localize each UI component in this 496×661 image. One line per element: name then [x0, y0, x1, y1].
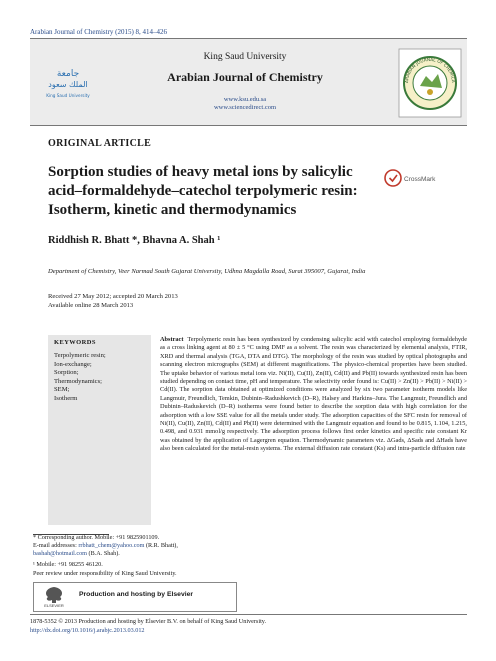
article-type: ORIGINAL ARTICLE — [48, 138, 152, 149]
abstract-label: Abstract — [160, 336, 184, 343]
peer-review-note: Peer review under responsibility of King Saud University. — [33, 570, 177, 577]
elsevier-caption: Production and hosting by Elsevier — [79, 591, 194, 598]
keyword-item: Ion-exchange; — [54, 360, 92, 368]
svg-text:ELSEVIER: ELSEVIER — [44, 603, 64, 608]
authors: Riddhish R. Bhatt *, Bhavna A. Shah ¹ — [48, 235, 221, 246]
keyword-item: Sorption; — [54, 369, 79, 377]
crossmark-icon[interactable] — [384, 168, 444, 188]
email1-owner: (R.R. Bhatt), — [145, 542, 178, 550]
running-header: Arabian Journal of Chemistry (2015) 8, 414–426 — [30, 28, 168, 36]
keyword-item: Terpolymeric resin; — [54, 352, 106, 359]
email-link-bhatt[interactable]: rrbhatt_chem@yahoo.com — [78, 542, 145, 550]
email-line — [33, 542, 273, 550]
ksu-logo — [40, 60, 96, 102]
email2-owner: (B.A. Shah). — [88, 550, 120, 558]
keyword-item: Isotherm — [54, 394, 78, 402]
corresponding-author-note — [33, 534, 273, 559]
svg-text:جامعة: جامعة — [56, 69, 80, 79]
svg-text:King Saud University: King Saud University — [46, 93, 90, 98]
keywords-heading: KEYWORDS — [54, 339, 96, 346]
svg-text:CrossMark: CrossMark — [404, 176, 436, 183]
online-date: Available online 28 March 2013 — [48, 301, 134, 309]
article-title: Sorption studies of heavy metal ions by salicylic acid–formaldehyde–catechol terpolymeric resin: Isotherm, kinetic and thermodynamics — [48, 164, 358, 218]
email-label: E-mail addresses: — [33, 542, 77, 550]
email-line-2 — [33, 550, 273, 558]
bottom-rule — [30, 614, 467, 615]
svg-text:الملك سعود: الملك سعود — [48, 80, 88, 89]
elsevier-tree-logo — [36, 584, 72, 608]
journal-title: Arabian Journal of Chemistry — [167, 70, 323, 84]
journal-institution: King Saud University — [203, 52, 287, 62]
abstract-text: Terpolymeric resin has been synthesized by condensing salicylic acid with catechol employing formaldehyde as a cross linking agent at 80 ± 5 °C using DMF as a solvent. The resin was characterized by elemental analysis, FTIR, XRD and thermal analysis (TGA, DTA and DTG). The morphology of the resin was studied by optical photographs and scanning electron micrographs (SEM) at different magnifications. The physico-chemical properties have been studied. The uptake behavior of various metal ions viz. Ni(II), Cu(II), Zn(II), Cd(II) and Pb(II) towards synthesized resin has been studied depending on contact time, pH and temperature. The selectivity order found is: Cu(II) > Zn(II) > Pb(II) > Ni(II) > Cd(II). The sorption data obtained at optimized conditions were analyzed by six two parameter isotherm models like Langmuir, Freundlich, Temkin, Dubinin–Radushkevich (D–R), Halsey and Harkins–Jura. The Langmuir, Freundlich and Dubinin–Raduskevich (D–R) isotherms were found better to describe the sorption data with high correlation for the adsorption with a low SSE value for all the metals under study. The adsorption capacities of the SFC resin for removal of Ni(II), Cu(II), Zn(II), Cd(II) and Pb(II) were determined with the Langmuir equation and found to be 0.815, 1.104, 1.215, 0.498, and 0.931 mmol/g respectively. The adsorption process follows first order kinetics and specific rate constant Kr was obtained by the application of Lagergren equation. Thermodynamic parameters viz. ΔGads, ΔSads and ΔHads have also been calculated for the metal-resin systems. The external diffusion rate constant (Ks) and intra-particle diffusion rate — [160, 336, 467, 453]
journal-seal-logo — [398, 48, 462, 118]
journal-url-sciencedirect[interactable]: www.sciencedirect.com — [213, 104, 277, 111]
svg-text:ARABIAN JOURNAL OF CHEMICAL: ARABIAN JOURNAL OF CHEMICA — [404, 57, 456, 84]
journal-url-ksu[interactable]: www.ksu.edu.sa — [223, 96, 267, 103]
keyword-item: SEM; — [54, 386, 70, 394]
doi-link[interactable]: http://dx.doi.org/10.1016/j.arabjc.2013.03.012 — [30, 627, 145, 634]
keyword-item: Thermodynamics; — [54, 377, 102, 385]
received-date: Received 27 May 2012; accepted 20 March 2013 — [48, 293, 178, 300]
abstract — [160, 336, 467, 454]
article-dates — [48, 293, 178, 310]
keywords-list — [54, 352, 106, 404]
issn-copyright: 1878-5352 © 2013 Production and hosting by Elsevier B.V. on behalf of King Saud University. — [30, 618, 267, 625]
corresponding-author: * Corresponding author. Mobile: +91 9825901109. — [33, 534, 160, 541]
email-link-shah[interactable]: bashah@hotmail.com — [33, 550, 87, 558]
affiliation: Department of Chemistry, Veer Narmad South Gujarat University, Udhna Magdalla Road, Surat 395007, Gujarat, India — [48, 268, 366, 275]
mobile-note: ¹ Mobile: +91 98255 46120. — [33, 561, 103, 568]
